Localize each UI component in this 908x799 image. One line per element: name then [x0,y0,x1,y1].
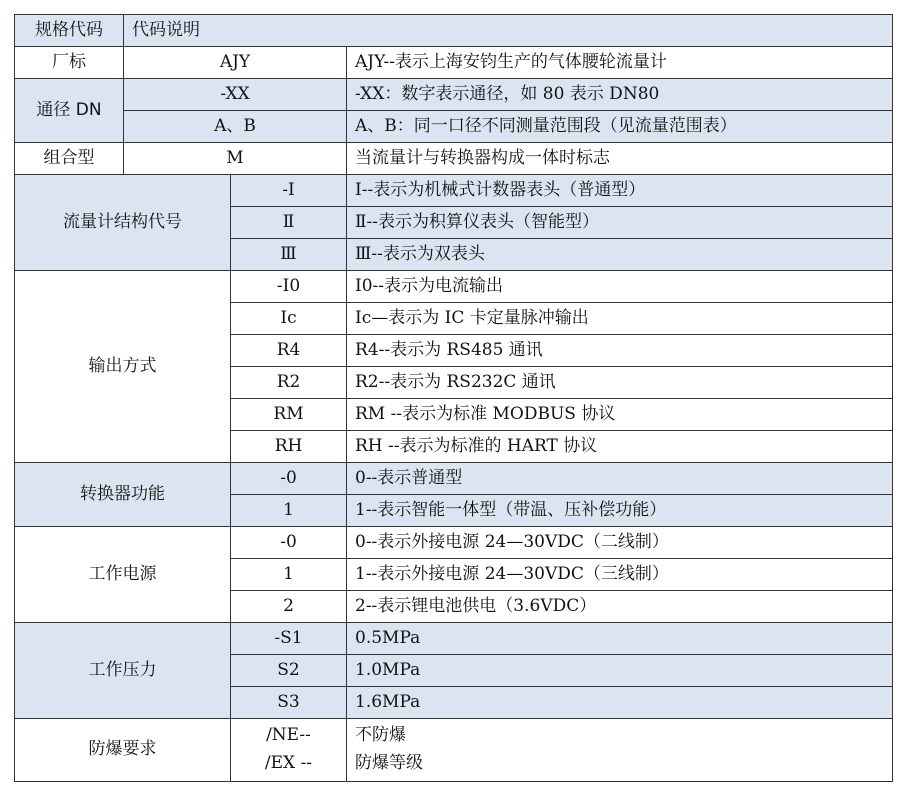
power-desc: 1--表示外接电源 24—30VDC（三线制） [347,559,893,591]
power-label: 工作电源 [15,527,231,623]
structure-code: Ⅱ [231,207,347,239]
output-code: RM [231,399,347,431]
output-desc: Ic—表示为 IC 卡定量脉冲输出 [347,303,893,335]
explosion-label: 防爆要求 [15,719,231,782]
output-desc: RM --表示为标准 MODBUS 协议 [347,399,893,431]
structure-desc: Ⅲ--表示为双表头 [347,239,893,271]
explosion-desc: 防爆等级 [355,753,423,773]
output-code: R4 [231,335,347,367]
structure-label: 流量计结构代号 [15,175,231,271]
power-code: 1 [231,559,347,591]
pressure-code: S3 [231,687,347,719]
converter-desc: 1--表示智能一体型（带温、压补偿功能） [347,495,893,527]
diameter-row [15,111,893,143]
converter-code: -0 [231,463,347,495]
header-spec-code: 规格代码 [15,15,124,47]
converter-row [15,463,893,495]
manufacturer-desc: AJY--表示上海安钧生产的气体腰轮流量计 [347,47,893,79]
explosion-code: /NE-- [266,725,311,746]
diameter-desc: A、B：同一口径不同测量范围段（见流量范围表） [347,111,893,143]
header-code-desc: 代码说明 [124,15,893,47]
power-code: 2 [231,591,347,623]
structure-code: Ⅲ [231,239,347,271]
explosion-descs [347,719,893,782]
output-desc: R2--表示为 RS232C 通讯 [347,367,893,399]
pressure-code: S2 [231,655,347,687]
manufacturer-label: 厂标 [15,47,124,79]
pressure-desc: 1.6MPa [347,687,893,719]
spec-table [14,14,893,782]
converter-desc: 0--表示普通型 [347,463,893,495]
pressure-desc: 1.0MPa [347,655,893,687]
output-desc: I0--表示为电流输出 [347,271,893,303]
diameter-code: A、B [124,111,347,143]
combined-label: 组合型 [15,143,124,175]
combined-desc: 当流量计与转换器构成一体时标志 [347,143,893,175]
output-code: RH [231,431,347,463]
converter-code: 1 [231,495,347,527]
power-desc: 0--表示外接电源 24—30VDC（二线制） [347,527,893,559]
header-row [15,15,893,47]
diameter-desc: -XX：数字表示通径，如 80 表示 DN80 [347,79,893,111]
structure-code: -Ⅰ [231,175,347,207]
manufacturer-code: AJY [124,47,347,79]
explosion-desc: 不防爆 [355,725,406,746]
structure-desc: Ⅱ--表示为积算仪表头（智能型） [347,207,893,239]
pressure-row [15,623,893,655]
converter-label: 转换器功能 [15,463,231,527]
pressure-desc: 0.5MPa [347,623,893,655]
diameter-code: -XX [124,79,347,111]
explosion-code: /EX -- [264,753,313,773]
explosion-codes [231,719,347,782]
manufacturer-row [15,47,893,79]
output-row [15,271,893,303]
pressure-label: 工作压力 [15,623,231,719]
power-row [15,527,893,559]
structure-row [15,175,893,207]
diameter-row [15,79,893,111]
output-code: -I0 [231,271,347,303]
structure-desc: Ⅰ--表示为机械式计数器表头（普通型） [347,175,893,207]
output-label: 输出方式 [15,271,231,463]
combined-row [15,143,893,175]
combined-code: M [124,143,347,175]
output-desc: R4--表示为 RS485 通讯 [347,335,893,367]
output-code: Ic [231,303,347,335]
output-code: R2 [231,367,347,399]
output-desc: RH --表示为标准的 HART 协议 [347,431,893,463]
pressure-code: -S1 [231,623,347,655]
diameter-label: 通径 DN [15,79,124,143]
power-desc: 2--表示锂电池供电（3.6VDC） [347,591,893,623]
explosion-row [15,719,893,782]
power-code: -0 [231,527,347,559]
